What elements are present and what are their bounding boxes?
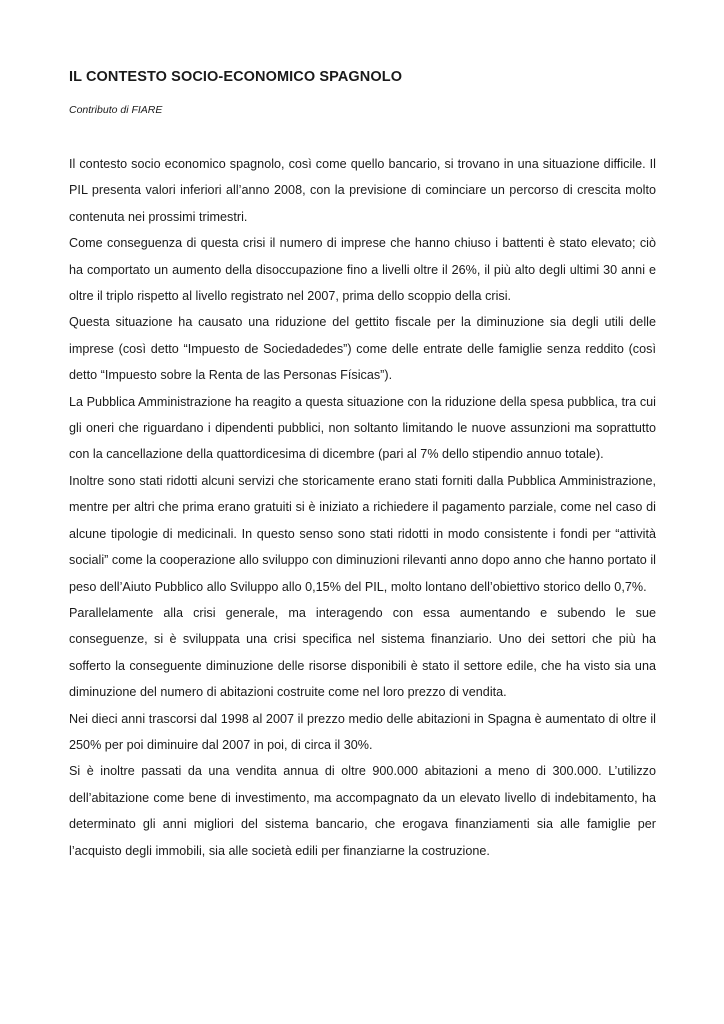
document-page [69, 66, 656, 864]
paragraph-8: Si è inoltre passati da una vendita annua di oltre 900.000 abitazioni a meno di 300.000. L’utilizzo dell’abitazione come bene di investimento, ma accompagnato da un elevato livello di indebitamento, ha determinato gli anni migliori del sistema bancario, che erogava finanziamenti sia alle famiglie per l’acquisto degli immobili, sia alle società edili per finanziarne la costruzione. [69, 764, 656, 858]
document-subtitle: Contributo di FIARE [69, 104, 163, 116]
paragraph-1: Il contesto socio economico spagnolo, così come quello bancario, si trovano in una situazione difficile. Il PIL presenta valori inferiori all’anno 2008, con la previsione di cominciare un percorso di crescita molto contenuta nei prossimi trimestri. [69, 157, 656, 224]
paragraph-5: Inoltre sono stati ridotti alcuni servizi che storicamente erano stati forniti dalla Pubblica Amministrazione, mentre per altri che prima erano gratuiti si è iniziato a richiedere il pagamento parziale, come nel caso di alcune tipologie di medicinali. In questo senso sono stati ridotti in modo consistente i fondi per “attività sociali” come la cooperazione allo sviluppo con diminuzioni rilevanti anno dopo anno che hanno portato il peso dell’Aiuto Pubblico allo Sviluppo allo 0,15% del PIL, molto lontano dell’obiettivo storico dello 0,7%. [69, 473, 656, 594]
paragraph-2: Come conseguenza di questa crisi il numero di imprese che hanno chiuso i battenti è stato elevato; ciò ha comportato un aumento della disoccupazione fino a livelli oltre il 26%, il più alto degli ultimi 30 anni e oltre il triplo rispetto al livello registrato nel 2007, prima dello scoppio della crisi. [69, 236, 656, 304]
paragraph-4: La Pubblica Amministrazione ha reagito a questa situazione con la riduzione della spesa pubblica, tra cui gli oneri che riguardano i dipendenti pubblici, non soltanto limitando le nuove assunzioni ma soprattutto con la cancellazione della quattordicesima di dicembre (pari al 7% dello stipendio annuo totale). [69, 394, 656, 462]
paragraph-6: Parallelamente alla crisi generale, ma interagendo con essa aumentando e subendo le sue conseguenze, si è sviluppata una crisi specifica nel sistema finanziario. Uno dei settori che più ha sofferto la conseguente diminuzione delle risorse disponibili è stato il settore edile, che ha visto sia una diminuzione del numero di abitazioni costruite come nel loro prezzo di vendita. [69, 605, 656, 700]
paragraph-3: Questa situazione ha causato una riduzione del gettito fiscale per la diminuzione sia degli utili delle imprese (così detto “Impuesto de Sociedadedes”) come delle entrate delle famiglie senza reddito (così detto “Impuesto sobre la Renta de las Personas Físicas”). [69, 315, 656, 383]
document-title: IL CONTESTO SOCIO-ECONOMICO SPAGNOLO [69, 69, 403, 85]
paragraph-7: Nei dieci anni trascorsi dal 1998 al 2007 il prezzo medio delle abitazioni in Spagna è aumentato di oltre il 250% per poi diminuire dal 2007 in poi, di circa il 30%. [69, 711, 656, 752]
document-body [69, 151, 656, 864]
